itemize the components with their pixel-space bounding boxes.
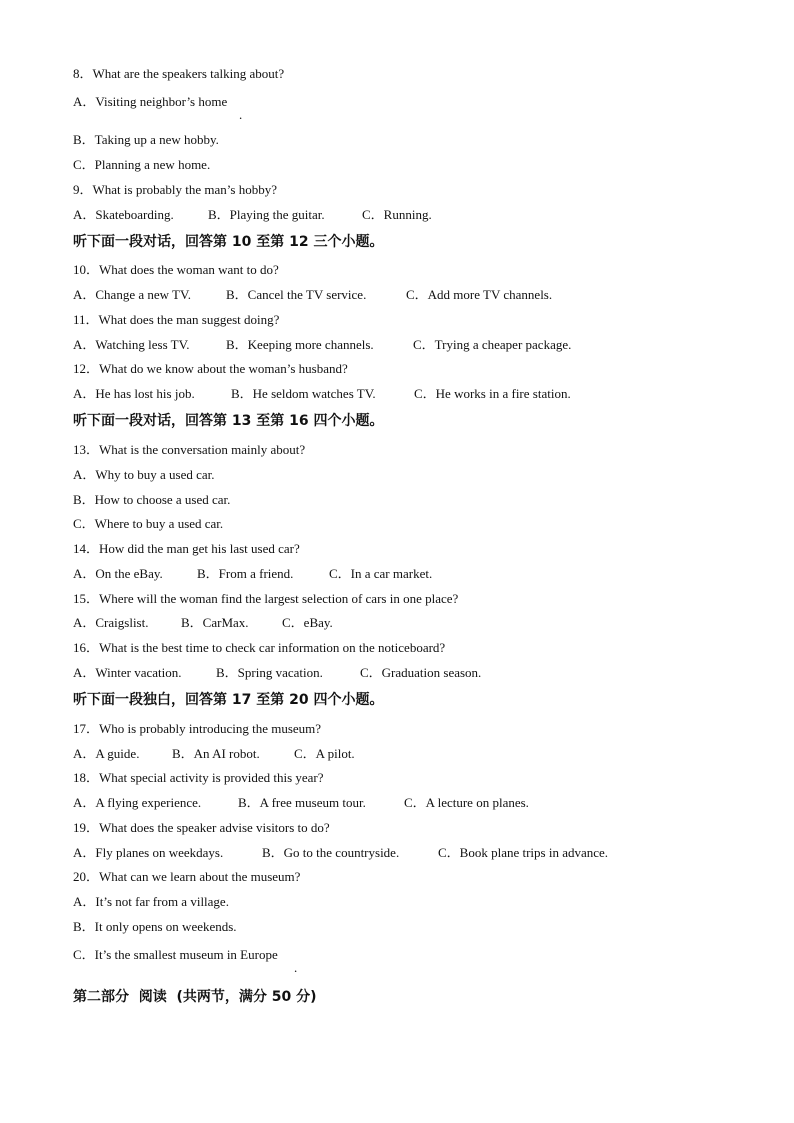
q11-option-a: A．Watching less TV. bbox=[73, 337, 190, 352]
q14-option-c: C．In a car market. bbox=[329, 566, 433, 581]
question-17: 17．Who is probably introducing the museum? bbox=[73, 721, 322, 736]
q19-option-c: C．Book plane trips in advance. bbox=[438, 845, 609, 860]
q15-option-b: B．CarMax. bbox=[181, 615, 249, 630]
q19-option-b: B．Go to the countryside. bbox=[262, 845, 400, 860]
q10-option-c: C．Add more TV channels. bbox=[406, 287, 553, 302]
part-two-heading: 第二部分 阅读 (共两节，满分 50 分) bbox=[73, 989, 317, 1005]
q12-option-c: C．He works in a fire station. bbox=[414, 386, 571, 401]
q10-option-a: A．Change a new TV. bbox=[73, 287, 191, 302]
question-18: 18．What special activity is provided this year? bbox=[73, 770, 324, 785]
q17-option-a: A．A guide. bbox=[73, 746, 140, 761]
question-11: 11．What does the man suggest doing? bbox=[73, 312, 280, 327]
question-12: 12．What do we know about the woman’s husband? bbox=[73, 361, 348, 376]
question-10: 10．What does the woman want to do? bbox=[73, 262, 279, 277]
q20-option-c: C．It’s the smallest museum in Europe bbox=[73, 947, 278, 962]
q8-option-a: A．Visiting neighbor’s home bbox=[73, 94, 228, 109]
q12-option-b: B．He seldom watches TV. bbox=[231, 386, 376, 401]
q8-option-c: C．Planning a new home. bbox=[73, 157, 211, 172]
q12-option-a: A．He has lost his job. bbox=[73, 386, 195, 401]
q18-option-b: B．A free museum tour. bbox=[238, 795, 366, 810]
q16-option-a: A．Winter vacation. bbox=[73, 665, 182, 680]
q16-option-c: C．Graduation season. bbox=[360, 665, 482, 680]
q15-option-c: C．eBay. bbox=[282, 615, 333, 630]
q17-option-c: C．A pilot. bbox=[294, 746, 355, 761]
q17-option-b: B．An AI robot. bbox=[172, 746, 260, 761]
q9-option-b: B．Playing the guitar. bbox=[208, 207, 325, 222]
q16-option-b: B．Spring vacation. bbox=[216, 665, 323, 680]
q13-option-c: C．Where to buy a used car. bbox=[73, 516, 224, 531]
q13-option-b: B．How to choose a used car. bbox=[73, 492, 231, 507]
section-heading-17-20: 听下面一段独白，回答第 17 至第 20 四个小题。 bbox=[73, 692, 384, 708]
question-19: 19．What does the speaker advise visitors to do? bbox=[73, 820, 330, 835]
q20-option-a: A．It’s not far from a village. bbox=[73, 894, 229, 909]
q14-option-a: A．On the eBay. bbox=[73, 566, 163, 581]
question-13: 13．What is the conversation mainly about? bbox=[73, 442, 306, 457]
q19-option-a: A．Fly planes on weekdays. bbox=[73, 845, 224, 860]
q9-option-a: A．Skateboarding. bbox=[73, 207, 174, 222]
q18-option-c: C．A lecture on planes. bbox=[404, 795, 529, 810]
question-8: 8．What are the speakers talking about? bbox=[73, 66, 285, 81]
section-heading-10-12: 听下面一段对话，回答第 10 至第 12 三个小题。 bbox=[73, 234, 384, 250]
q13-option-a: A．Why to buy a used car. bbox=[73, 467, 215, 482]
q14-option-b: B．From a friend. bbox=[197, 566, 294, 581]
stray-dot: . bbox=[239, 107, 243, 122]
stray-dot: . bbox=[294, 960, 298, 975]
q18-option-a: A．A flying experience. bbox=[73, 795, 202, 810]
question-20: 20．What can we learn about the museum? bbox=[73, 869, 301, 884]
q15-option-a: A．Craigslist. bbox=[73, 615, 149, 630]
q20-option-b: B．It only opens on weekends. bbox=[73, 919, 237, 934]
question-15: 15．Where will the woman find the largest selection of cars in one place? bbox=[73, 591, 459, 606]
q11-option-b: B．Keeping more channels. bbox=[226, 337, 374, 352]
question-14: 14．How did the man get his last used car? bbox=[73, 541, 300, 556]
q11-option-c: C．Trying a cheaper package. bbox=[413, 337, 572, 352]
question-16: 16．What is the best time to check car information on the noticeboard? bbox=[73, 640, 446, 655]
q8-option-b: B．Taking up a new hobby. bbox=[73, 132, 219, 147]
section-heading-13-16: 听下面一段对话，回答第 13 至第 16 四个小题。 bbox=[73, 413, 384, 429]
q9-option-c: C．Running. bbox=[362, 207, 432, 222]
q10-option-b: B．Cancel the TV service. bbox=[226, 287, 367, 302]
question-9: 9．What is probably the man’s hobby? bbox=[73, 182, 277, 197]
